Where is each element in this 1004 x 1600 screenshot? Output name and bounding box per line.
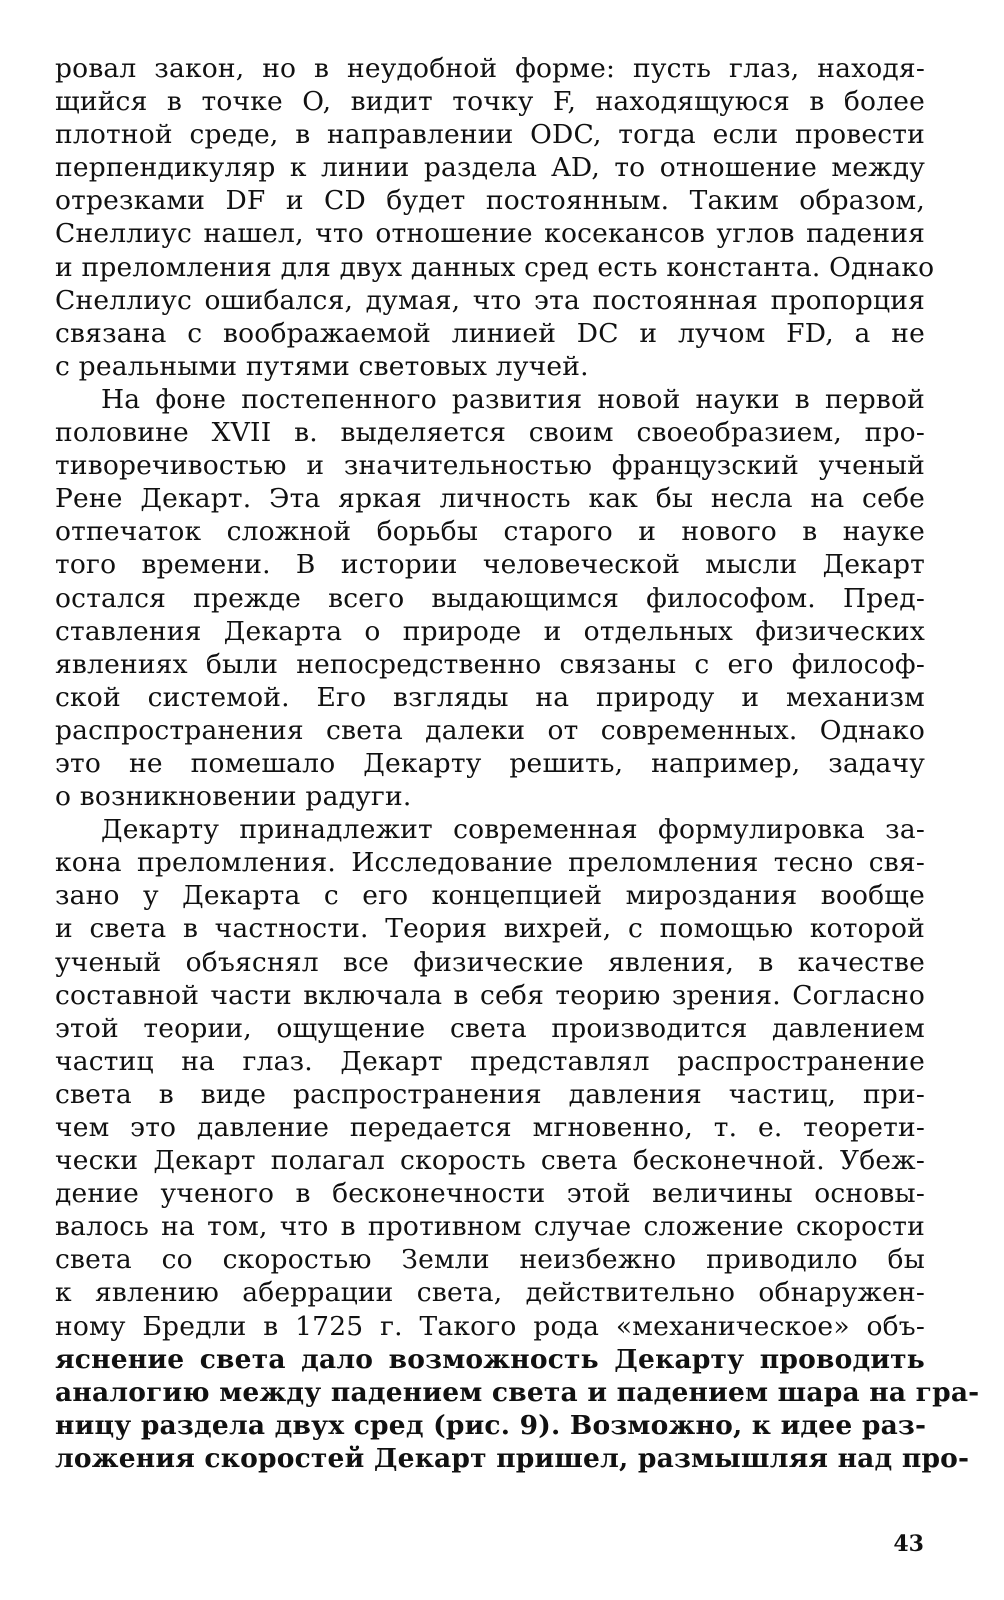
text-line: аналогию между падением света и падением шара на гра- [55, 1376, 980, 1408]
text-line: ученый объяснял все физические явления, в качестве [55, 946, 925, 978]
text-line: и света в частности. Теория вихрей, с помощью которой [55, 913, 925, 945]
text-line: валось на том, что в противном случае сложение скорости [55, 1211, 925, 1243]
text-line: это не помешало Декарту решить, например, задачу [55, 747, 925, 779]
text-line: отрезками DF и CD будет постоянным. Таким образом, [55, 185, 925, 217]
text-line: ницу раздела двух сред (рис. 9). Возможно, к идее раз- [55, 1409, 927, 1441]
text-line: явлениях были непосредственно связаны с его философ- [55, 648, 925, 680]
body-text [55, 52, 980, 1475]
text-line: ровал закон, но в неудобной форме: пусть глаз, находя- [55, 53, 925, 84]
text-line: связана с воображаемой линией DC и лучом FD, а не [55, 317, 925, 349]
text-line: половине XVII в. выделяется своим своеобразием, про- [55, 417, 925, 449]
text-line: яснение света дало возможность Декарту проводить [55, 1343, 925, 1375]
text-line: чески Декарт полагал скорость света бесконечной. Убеж- [55, 1145, 925, 1177]
text-line: этой теории, ощущение света производится давлением [55, 1012, 925, 1044]
text-line: плотной среде, в направлении ODC, тогда если провести [55, 119, 925, 151]
text-line: о возникновении радуги. [55, 781, 412, 813]
text-line: зано у Декарта с его концепцией мироздания вообще [55, 880, 925, 912]
text-line: Рене Декарт. Эта яркая личность как бы несла на себе [55, 483, 925, 515]
text-line: отпечаток сложной борьбы старого и нового в науке [55, 516, 925, 548]
text-line: На фоне постепенного развития новой науки в первой [101, 383, 925, 415]
text-line: Декарту принадлежит современная формулировка за- [101, 814, 925, 846]
text-line: кона преломления. Исследование преломления тесно свя- [55, 847, 925, 879]
text-line: того времени. В истории человеческой мысли Декарт [55, 549, 925, 581]
text-line: остался прежде всего выдающимся философом. Пред- [55, 582, 925, 614]
text-line: ложения скоростей Декарт пришел, размышляя над про- [55, 1442, 970, 1474]
text-line: щийся в точке O, видит точку F, находящуюся в более [55, 86, 925, 118]
text-line: дение ученого в бесконечности этой величины основы- [55, 1178, 925, 1210]
text-line: перпендикуляр к линии раздела AD, то отношение между [55, 152, 925, 184]
text-line: Снеллиус ошибался, думая, что эта постоянная пропорция [55, 284, 925, 316]
text-line: чем это давление передается мгновенно, т. е. теорети- [55, 1112, 925, 1143]
text-line: частиц на глаз. Декарт представлял распространение [55, 1045, 925, 1077]
text-line: к явлению аберрации света, действительно обнаружен- [55, 1277, 925, 1309]
text-line: составной части включала в себя теорию зрения. Согласно [55, 979, 925, 1011]
page-number: 43 [893, 1531, 924, 1557]
text-line: распространения света далеки от современных. Однако [55, 714, 925, 746]
text-line: и преломления для двух данных сред есть константа. Однако [55, 251, 935, 283]
text-line: света со скоростью Земли неизбежно приводило бы [55, 1244, 925, 1276]
text-line: с реальными путями световых лучей. [55, 350, 589, 382]
text-line: света в виде распространения давления частиц, при- [55, 1078, 925, 1110]
text-line: ному Бредли в 1725 г. Такого рода «механическое» объ- [55, 1310, 925, 1342]
text-line: ской системой. Его взгляды на природу и механизм [55, 681, 925, 713]
text-line: Снеллиус нашел, что отношение косекансов углов падения [55, 218, 925, 250]
text-line: тиворечивостью и значительностью французский ученый [55, 450, 925, 482]
text-line: ставления Декарта о природе и отдельных физических [55, 615, 925, 647]
